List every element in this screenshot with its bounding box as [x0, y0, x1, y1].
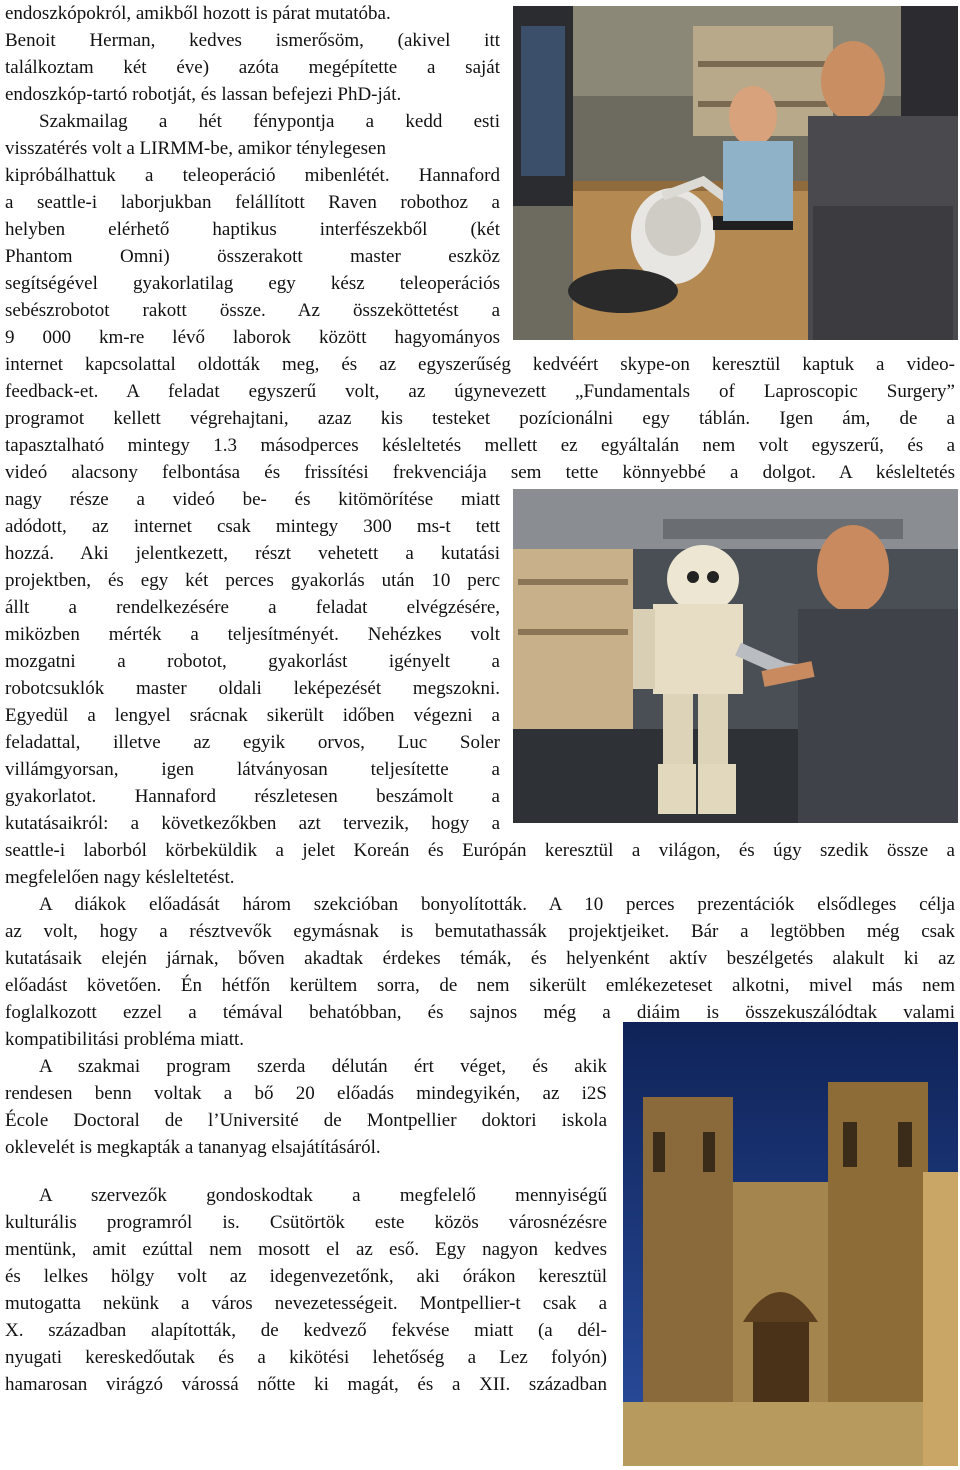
text-line-4: endoszkóp-tartó robotját, és lassan befejezi PhD-ját.	[5, 84, 402, 105]
text-line-24: miközben mérték a teljesítményét. Nehézkes volt	[5, 624, 500, 645]
text-line-46: mentünk, amit ezúttal nem mosott el az eső. Egy nagyon kedves	[5, 1239, 607, 1260]
text-line-33: megfelelően nagy késleltetést.	[5, 867, 235, 888]
text-line-16: programot kellett végrehajtani, azaz kis testeket pozícionálni egy táblán. Igen ám, de a	[5, 408, 955, 429]
text-line-20: adódott, az internet csak mintegy 300 ms-t tett	[5, 516, 500, 537]
text-line-41: rendesen benn voltak a bő 20 előadás mindegyikén, az i2S	[5, 1083, 607, 1104]
text-line-44: A szervezők gondoskodtak a megfelelő mennyiségű	[39, 1185, 607, 1206]
text-line-18: videó alacsony felbontása és frissítési frekvenciája sem tette könnyebbé a dolgot. A késleltetés	[5, 462, 955, 483]
text-line-37: előadást követően. Én hétfőn kerültem sorra, de nem sikerült emlékezeteset alkotni, mivel más nem	[5, 975, 955, 996]
text-line-28: feladattal, illetve az egyik orvos, Luc Soler	[5, 732, 500, 753]
text-line-15: feedback-et. A feladat egyszerű volt, az úgynevezett „Fundamentals of Laproscopic Surgery”	[5, 381, 955, 402]
text-line-49: X. században alapították, de kedvező fekvése miatt (a dél-	[5, 1320, 607, 1341]
text-line-32: seattle-i laborból körbeküldik a jelet Koreán és Európán keresztül a világon, és úgy szedik össze a	[5, 840, 955, 861]
text-line-6: visszatérés volt a LIRMM-be, amikor ténylegesen	[5, 138, 386, 159]
text-line-12: sebészrobotot rakott össze. Az összeköttetést a	[5, 300, 500, 321]
text-line-21: hozzá. Aki jelentkezett, részt vehetett a kutatási	[5, 543, 500, 564]
text-line-45: kulturális programról is. Csütörtök este közös városnézésre	[5, 1212, 607, 1233]
text-line-17: tapasztalható mintegy 1.3 másodperces késleltetés mellett ez egyáltalán nem volt egyszerű, és a	[5, 435, 955, 456]
text-line-7: kipróbálhattuk a teleoperáció mibenlétét. Hannaford	[5, 165, 500, 186]
text-line-42: École Doctoral de l’Université de Montpellier doktori iskola	[5, 1110, 607, 1131]
text-line-29: villámgyorsan, igen látványosan teljesítette a	[5, 759, 500, 780]
text-line-35: az volt, hogy a résztvevők egymásnak is bemutathassák projektjeiket. Bár a legtöbben még csak	[5, 921, 955, 942]
text-line-38: foglalkozott ezzel a témával behatóbban, és sajnos még a diáim is összekuszálódtak valami	[5, 1002, 955, 1023]
text-line-23: állt a rendelkezésére a feladat elvégzésére,	[5, 597, 500, 618]
text-line-39: kompatibilitási probléma miatt.	[5, 1029, 245, 1050]
text-line-48: mutogatta nekünk a város nevezetességeit. Montpellier-t csak a	[5, 1293, 607, 1314]
text-line-22: projektben, és egy két perces gyakorlás után 10 perc	[5, 570, 500, 591]
text-line-8: a seattle-i laborjukban felállított Raven robothoz a	[5, 192, 500, 213]
text-line-36: kutatásaik elején járnak, bőven akadtak érdekes témák, és helyenként aktív beszélgetés alakult ki az	[5, 948, 955, 969]
text-line-2: Benoit Herman, kedves ismerősöm, (akivel itt	[5, 30, 500, 51]
text-line-1: endoszkópokról, amikből hozott is párat mutatóba.	[5, 3, 391, 24]
text-line-3: találkoztam két éve) azóta megépítette a saját	[5, 57, 500, 78]
text-line-31: kutatásaikról: a következőkben azt tervezik, hogy a	[5, 813, 500, 834]
text-line-26: robotcsuklók master oldali leképezését megszokni.	[5, 678, 500, 699]
text-line-34: A diákok előadását három szekcióban bonyolították. A 10 perces prezentációk elsődleges célja	[39, 894, 955, 915]
text-line-40: A szakmai program szerda délután ért véget, és akik	[39, 1056, 607, 1077]
cathedral-photo	[623, 1022, 958, 1466]
text-line-25: mozgatni a robotot, gyakorlást igényelt a	[5, 651, 500, 672]
text-line-14: internet kapcsolattal oldották meg, és az egyszerűség kedvéért skype-on keresztül kaptuk a video-	[5, 354, 955, 375]
text-line-50: nyugati kereskedőutak és a kikötési lehetőség a Lez folyón)	[5, 1347, 607, 1368]
text-line-30: gyakorlatot. Hannaford részletesen beszámolt a	[5, 786, 500, 807]
text-line-19: nagy része a videó be- és kitömörítése miatt	[5, 489, 500, 510]
text-line-51: hamarosan virágzó várossá nőtte ki magát, és a XII. században	[5, 1374, 607, 1395]
humanoid-robot-photo	[513, 489, 958, 823]
text-line-27: Egyedül a lengyel srácnak sikerült időben végezni a	[5, 705, 500, 726]
text-line-9: helyben elérhető haptikus interfészekből (két	[5, 219, 500, 240]
text-line-10: Phantom Omni) összerakott master eszköz	[5, 246, 500, 267]
lab-teleoperation-photo	[513, 6, 958, 340]
text-line-5: Szakmailag a hét fénypontja a kedd esti	[39, 111, 500, 132]
text-line-43: oklevelét is megkapták a tananyag elsajátításáról.	[5, 1137, 381, 1158]
text-line-13: 9 000 km-re lévő laborok között hagyományos	[5, 327, 500, 348]
text-line-11: segítségével gyakorlatilag egy kész teleoperációs	[5, 273, 500, 294]
text-line-47: és lelkes hölgy volt az idegenvezetőnk, aki órákon keresztül	[5, 1266, 607, 1287]
